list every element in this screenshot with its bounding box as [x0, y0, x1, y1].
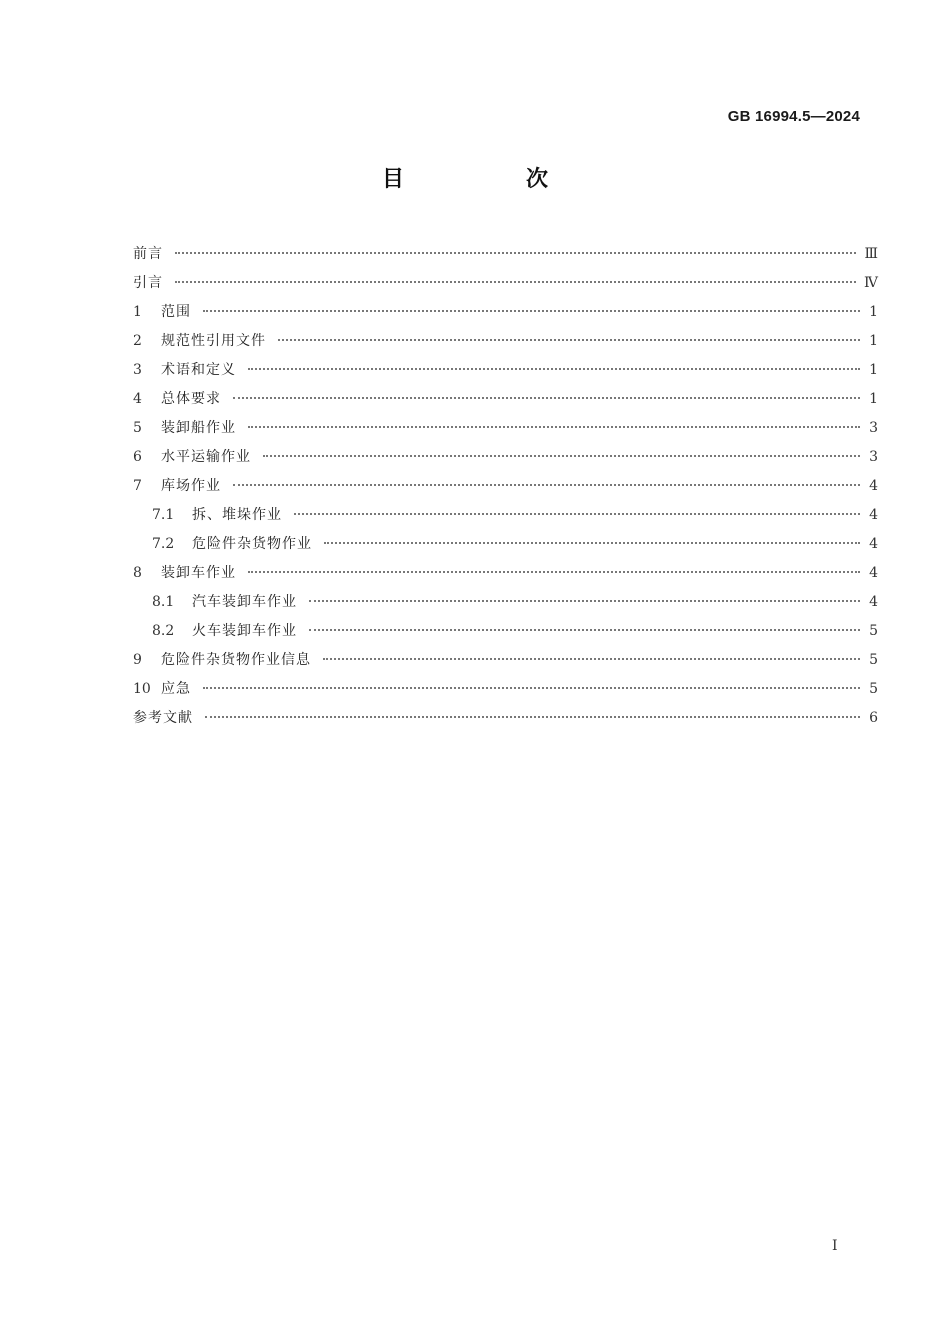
toc-entry-page: Ⅳ: [864, 275, 878, 291]
toc-entry-number: 3: [133, 362, 142, 378]
toc-entry-page: 1: [869, 391, 878, 407]
toc-dot-leader: [175, 281, 856, 283]
toc-entry-label: 参考文献: [133, 710, 193, 726]
toc-entry-number: 7.2: [152, 536, 175, 552]
toc-entry-number: 2: [133, 333, 142, 349]
toc-dot-leader: [233, 484, 860, 486]
toc-entry-number: 4: [133, 391, 142, 407]
toc-entry[interactable]: [133, 559, 878, 588]
toc-entry-page: Ⅲ: [864, 246, 878, 262]
toc-entry-label: 拆、堆垛作业: [192, 507, 282, 523]
toc-entry-page: 1: [869, 304, 878, 320]
toc-dot-leader: [175, 252, 856, 254]
toc-entry-page: 4: [869, 478, 878, 494]
toc-entry-label: 水平运输作业: [161, 449, 251, 465]
toc-entry-label: 装卸船作业: [161, 420, 236, 436]
toc-entry-page: 4: [869, 565, 878, 581]
toc-entry[interactable]: [133, 472, 878, 501]
toc-entry-page: 4: [869, 594, 878, 610]
toc-entry[interactable]: [133, 530, 878, 559]
toc-entry-page: 4: [869, 507, 878, 523]
toc-entry[interactable]: [133, 675, 878, 704]
toc-entry-number: 8: [133, 565, 142, 581]
toc-dot-leader: [203, 310, 860, 312]
toc-entry-label: 应急: [161, 681, 191, 697]
page-number: Ⅰ: [832, 1238, 838, 1254]
toc-dot-leader: [309, 600, 860, 602]
toc-dot-leader: [278, 339, 860, 341]
toc-entry-label: 前言: [133, 246, 163, 262]
toc-entry-page: 4: [869, 536, 878, 552]
toc-dot-leader: [324, 542, 860, 544]
toc-entry[interactable]: [133, 269, 878, 298]
toc-entry-label: 装卸车作业: [161, 565, 236, 581]
toc-entry-number: 6: [133, 449, 142, 465]
toc-entry-page: 1: [869, 333, 878, 349]
toc-dot-leader: [263, 455, 860, 457]
toc-entry[interactable]: [133, 443, 878, 472]
toc-entry-label: 汽车装卸车作业: [192, 594, 297, 610]
toc-entry-page: 3: [869, 420, 878, 436]
toc-entry-page: 6: [869, 710, 878, 726]
toc-entry-page: 5: [869, 681, 878, 697]
toc-entry-label: 范围: [161, 304, 191, 320]
toc-dot-leader: [205, 716, 860, 718]
toc-entry-number: 5: [133, 420, 142, 436]
toc-entry-number: 1: [133, 304, 142, 320]
toc-entry-label: 规范性引用文件: [161, 333, 266, 349]
toc-entry[interactable]: [133, 298, 878, 327]
toc-dot-leader: [248, 426, 860, 428]
toc-dot-leader: [248, 571, 860, 573]
toc-dot-leader: [248, 368, 860, 370]
toc-entry-number: 7.1: [152, 507, 175, 523]
toc-entry-number: 9: [133, 652, 142, 668]
toc-entry-page: 1: [869, 362, 878, 378]
toc-entry-page: 5: [869, 623, 878, 639]
toc-dot-leader: [233, 397, 860, 399]
toc-entry[interactable]: [133, 414, 878, 443]
toc-entry[interactable]: [133, 588, 878, 617]
toc-entry-label: 危险件杂货物作业信息: [161, 652, 311, 668]
toc-entry[interactable]: [133, 356, 878, 385]
toc-dot-leader: [203, 687, 860, 689]
toc-entry-number: 7: [133, 478, 142, 494]
toc-entry-label: 术语和定义: [161, 362, 236, 378]
toc-entry[interactable]: [133, 617, 878, 646]
page-title: 目 次: [381, 167, 598, 192]
toc-entry-label: 危险件杂货物作业: [192, 536, 312, 552]
toc-entry[interactable]: [133, 327, 878, 356]
toc-entry-label: 库场作业: [161, 478, 221, 494]
toc-entry[interactable]: [133, 385, 878, 414]
toc-dot-leader: [309, 629, 860, 631]
toc-entry-page: 5: [869, 652, 878, 668]
toc-dot-leader: [323, 658, 860, 660]
toc-entry-label: 引言: [133, 275, 163, 291]
toc-entry-label: 总体要求: [161, 391, 221, 407]
toc-entry[interactable]: [133, 240, 878, 269]
standard-code: GB 16994.5—2024: [727, 108, 860, 125]
toc-entry-page: 3: [869, 449, 878, 465]
toc-entry[interactable]: [133, 704, 878, 733]
table-of-contents: [133, 240, 878, 733]
toc-dot-leader: [294, 513, 860, 515]
toc-entry[interactable]: [133, 501, 878, 530]
toc-entry-number: 10: [133, 681, 151, 697]
toc-entry-number: 8.2: [152, 623, 175, 639]
toc-entry[interactable]: [133, 646, 878, 675]
toc-entry-number: 8.1: [152, 594, 175, 610]
toc-entry-label: 火车装卸车作业: [192, 623, 297, 639]
